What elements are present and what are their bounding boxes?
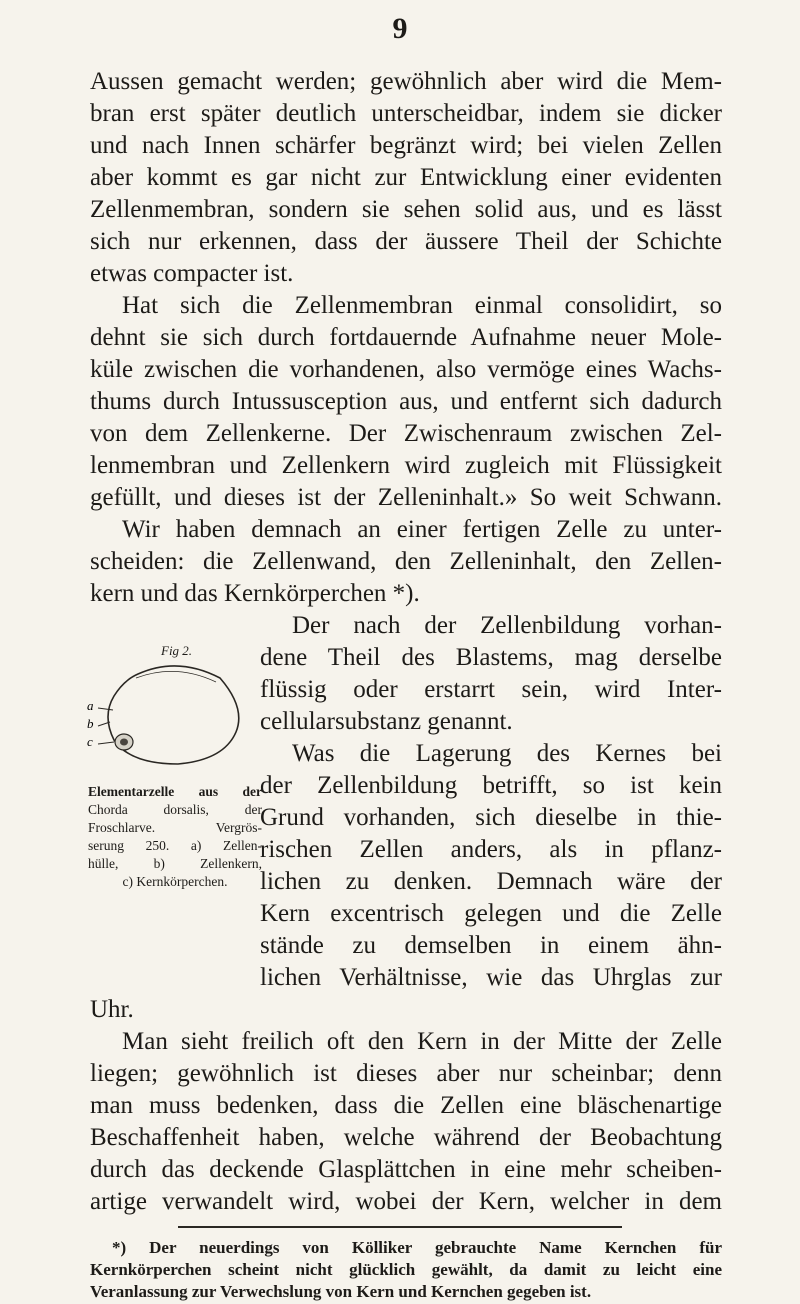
footnote-line: *) Der neuerdings von Kölliker gebrauchte Name Kernchen für — [112, 1238, 722, 1257]
text-line: der Zellenbildung betrifft, so ist kein — [260, 772, 722, 799]
text-line: Grund vorhanden, sich dieselbe in thie- — [260, 804, 722, 831]
text-line: dehnt sie sich durch fortdauernde Aufnahme neuer Mole- — [90, 324, 722, 351]
text-line: Aussen gemacht werden; gewöhnlich aber wird die Mem- — [90, 68, 722, 95]
text-line: flüssig oder erstarrt sein, wird Inter- — [260, 676, 722, 703]
text-line: bran erst später deutlich unterscheidbar, indem sie dicker — [90, 100, 722, 127]
text-line: Man sieht freilich oft den Kern in der Mitte der Zelle — [122, 1028, 722, 1055]
nucleolus — [120, 739, 128, 746]
text-line: Kern excentrisch gelegen und die Zelle — [260, 900, 722, 927]
footnote-rule — [178, 1226, 622, 1228]
text-line: liegen; gewöhnlich ist dieses aber nur scheinbar; denn — [90, 1060, 722, 1087]
text-line: Was die Lagerung des Kernes bei — [292, 740, 722, 767]
pointer-line-a — [98, 708, 113, 710]
text-line: stände zu demselben in einem ähn- — [260, 932, 722, 959]
text-line: lichen Verhältnisse, wie das Uhrglas zur — [260, 964, 722, 991]
text-line: thums durch Intussusception aus, und entfernt sich dadurch — [90, 388, 722, 415]
text-line: kern und das Kernkörperchen *). — [90, 580, 420, 607]
pointer-line-c — [98, 742, 114, 744]
text-line: Zellenmembran, sondern sie sehen solid aus, und es lässt — [90, 196, 722, 223]
figure-caption-line: c) Kernkörperchen. — [122, 874, 228, 889]
figure-label: Fig 2. — [161, 643, 193, 658]
text-line: rischen Zellen anders, als in pflanz- — [260, 836, 722, 863]
text-line: durch das deckende Glasplättchen in eine mehr scheiben- — [90, 1156, 722, 1183]
text-line: artige verwandelt wird, wobei der Kern, welcher in dem — [90, 1188, 722, 1215]
text-line: aber kommt es gar nicht zur Entwicklung einer evidenten — [90, 164, 722, 191]
figure-caption-line: hülle, b) Zellenkern, — [88, 856, 262, 871]
text-line: sich nur erkennen, dass der äussere Theil der Schichte — [90, 228, 722, 255]
text-line: lenmembran und Zellenkern wird zugleich mit Flüssigkeit — [90, 452, 722, 479]
text-line: scheiden: die Zellenwand, den Zelleninhalt, den Zellen- — [90, 548, 722, 575]
text-line: cellularsubstanz genannt. — [260, 708, 513, 735]
figure-letter-a: a — [87, 698, 94, 713]
membrane-hatch — [136, 671, 216, 682]
page-number: 9 — [392, 12, 408, 45]
text-line: lichen zu denken. Demnach wäre der — [260, 868, 722, 895]
text-line: Beschaffenheit haben, welche während der Beobachtung — [90, 1124, 722, 1151]
footnote-line: Veranlassung zur Verwechslung von Kern und Kernchen gegeben ist. — [90, 1282, 592, 1301]
footnote-line: Kernkörperchen scheint nicht glücklich gewählt, da damit zu leicht eine — [90, 1260, 722, 1279]
figure-caption-line: Froschlarve. Vergrös- — [88, 820, 262, 835]
text-line: Hat sich die Zellenmembran einmal consolidirt, so — [122, 292, 722, 319]
text-line: Uhr. — [90, 996, 134, 1023]
text-line: Der nach der Zellenbildung vorhan- — [292, 612, 722, 639]
text-line: und nach Innen schärfer begränzt wird; bei vielen Zellen — [90, 132, 722, 159]
figure-letter-c: c — [87, 734, 93, 749]
text-line: Wir haben demnach an einer fertigen Zelle zu unter- — [122, 516, 722, 543]
cell-figure — [86, 660, 260, 770]
text-line: von dem Zellenkerne. Der Zwischenraum zwischen Zel- — [90, 420, 722, 447]
text-line: dene Theil des Blastems, mag derselbe — [260, 644, 722, 671]
figure-caption-line: Chorda dorsalis, der — [88, 802, 262, 817]
text-line: man muss bedenken, dass die Zellen eine bläschenartige — [90, 1092, 722, 1119]
text-line: gefüllt, und dieses ist der Zelleninhalt.» So weit Schwann. — [90, 484, 722, 511]
figure-caption-line: Elementarzelle aus der — [88, 784, 262, 799]
text-line: küle zwischen die vorhandenen, also vermöge eines Wachs- — [90, 356, 722, 383]
text-line: etwas compacter ist. — [90, 260, 294, 287]
figure-caption-line: serung 250. a) Zellen- — [88, 838, 262, 853]
figure-letter-b: b — [87, 716, 94, 731]
